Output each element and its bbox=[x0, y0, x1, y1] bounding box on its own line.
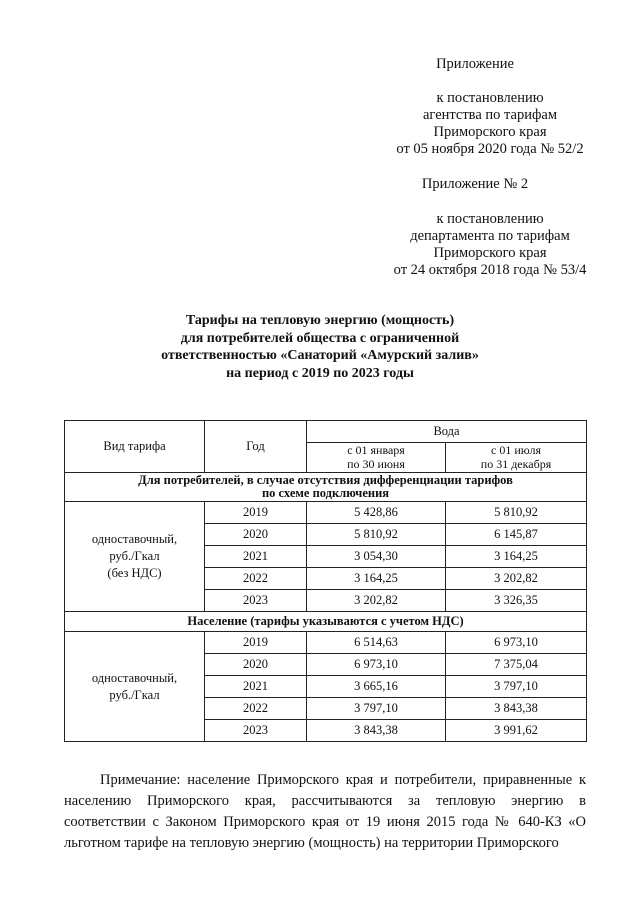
tariff-type-cell bbox=[65, 502, 205, 612]
header-water: Вода bbox=[307, 421, 587, 443]
value-cell: 3 665,16 bbox=[307, 676, 446, 698]
tariff-type-cell bbox=[65, 632, 205, 742]
year-cell: 2021 bbox=[205, 676, 307, 698]
section-heading-line: Для потребителей, в случае отсутствия дифференциации тарифов bbox=[138, 472, 513, 487]
table-row bbox=[65, 502, 587, 524]
title-line: ответственностью «Санаторий «Амурский залив» bbox=[161, 348, 479, 363]
value-cell: 3 202,82 bbox=[307, 590, 446, 612]
appendix2-line: департамента по тарифам bbox=[410, 228, 570, 244]
value-cell: 5 810,92 bbox=[446, 502, 587, 524]
value-cell: 5 428,86 bbox=[307, 502, 446, 524]
appendix2-title: Приложение № 2 bbox=[421, 176, 529, 192]
year-cell: 2023 bbox=[205, 720, 307, 742]
year-cell: 2022 bbox=[205, 568, 307, 590]
year-cell: 2019 bbox=[205, 632, 307, 654]
title-line: Тарифы на тепловую энергию (мощность) bbox=[185, 313, 455, 328]
table-row bbox=[65, 632, 587, 654]
year-cell: 2020 bbox=[205, 654, 307, 676]
value-cell: 3 054,30 bbox=[307, 546, 446, 568]
header-period-2 bbox=[446, 443, 587, 473]
value-cell: 6 973,10 bbox=[307, 654, 446, 676]
appendix2-line: Приморского края bbox=[433, 245, 547, 261]
section-heading-line: Население (тарифы указываются с учетом НДС) bbox=[187, 613, 464, 628]
section-heading bbox=[65, 612, 587, 632]
tariff-table bbox=[64, 420, 587, 742]
appendix1-title: Приложение bbox=[436, 56, 514, 72]
section-heading bbox=[65, 473, 587, 502]
appendix1-line: от 05 ноября 2020 года № 52/2 bbox=[396, 141, 584, 157]
appendix1-block bbox=[360, 90, 620, 158]
value-cell: 3 797,10 bbox=[307, 698, 446, 720]
note-text: Примечание: население Приморского края и потребители, приравненные к населению Приморского края, рассчитываются за тепловую энергию в соответствии с Законом Приморского края от 19 июня 2015 года № 640-КЗ «О льготном тарифе на тепловую энергию (мощность) на территории Приморского bbox=[64, 772, 586, 851]
value-cell: 3 164,25 bbox=[307, 568, 446, 590]
tariff-type-line: руб./Гкал bbox=[109, 549, 160, 563]
tariff-type-line: (без НДС) bbox=[107, 566, 162, 580]
appendix1-line: агентства по тарифам bbox=[423, 107, 557, 123]
value-cell: 3 991,62 bbox=[446, 720, 587, 742]
appendix1-line: к постановлению bbox=[436, 90, 544, 106]
value-cell: 3 164,25 bbox=[446, 546, 587, 568]
value-cell: 6 973,10 bbox=[446, 632, 587, 654]
period-2-line: по 31 декабря bbox=[480, 456, 552, 471]
year-cell: 2022 bbox=[205, 698, 307, 720]
value-cell: 3 843,38 bbox=[307, 720, 446, 742]
header-period-1 bbox=[307, 443, 446, 473]
tariff-type-line: одноставочный, bbox=[91, 670, 178, 685]
period-2-line: с 01 июля bbox=[491, 443, 541, 457]
value-cell: 7 375,04 bbox=[446, 654, 587, 676]
appendix2-line: от 24 октября 2018 года № 53/4 bbox=[393, 262, 587, 278]
period-1-line: с 01 января bbox=[347, 443, 405, 457]
appendix2-block bbox=[355, 211, 625, 279]
value-cell: 3 326,35 bbox=[446, 590, 587, 612]
appendix1-line: Приморского края bbox=[433, 124, 547, 140]
title-line: на период с 2019 по 2023 годы bbox=[226, 365, 414, 381]
header-year: Год bbox=[205, 421, 307, 473]
value-cell: 3 202,82 bbox=[446, 568, 587, 590]
appendix2-line: к постановлению bbox=[436, 211, 544, 227]
year-cell: 2021 bbox=[205, 546, 307, 568]
tariff-type-line: руб./Гкал bbox=[109, 687, 160, 702]
year-cell: 2020 bbox=[205, 524, 307, 546]
value-cell: 5 810,92 bbox=[307, 524, 446, 546]
value-cell: 6 514,63 bbox=[307, 632, 446, 654]
period-1-line: по 30 июня bbox=[347, 456, 405, 471]
title-line: для потребителей общества с ограниченной bbox=[180, 330, 460, 346]
year-cell: 2023 bbox=[205, 590, 307, 612]
header-tariff-type: Вид тарифа bbox=[65, 421, 205, 473]
value-cell: 6 145,87 bbox=[446, 524, 587, 546]
document-title bbox=[100, 312, 540, 382]
note-paragraph bbox=[64, 770, 586, 854]
section-heading-line: по схеме подключения bbox=[261, 486, 390, 500]
value-cell: 3 797,10 bbox=[446, 676, 587, 698]
tariff-type-line: одноставочный, bbox=[91, 532, 178, 546]
year-cell: 2019 bbox=[205, 502, 307, 524]
value-cell: 3 843,38 bbox=[446, 698, 587, 720]
